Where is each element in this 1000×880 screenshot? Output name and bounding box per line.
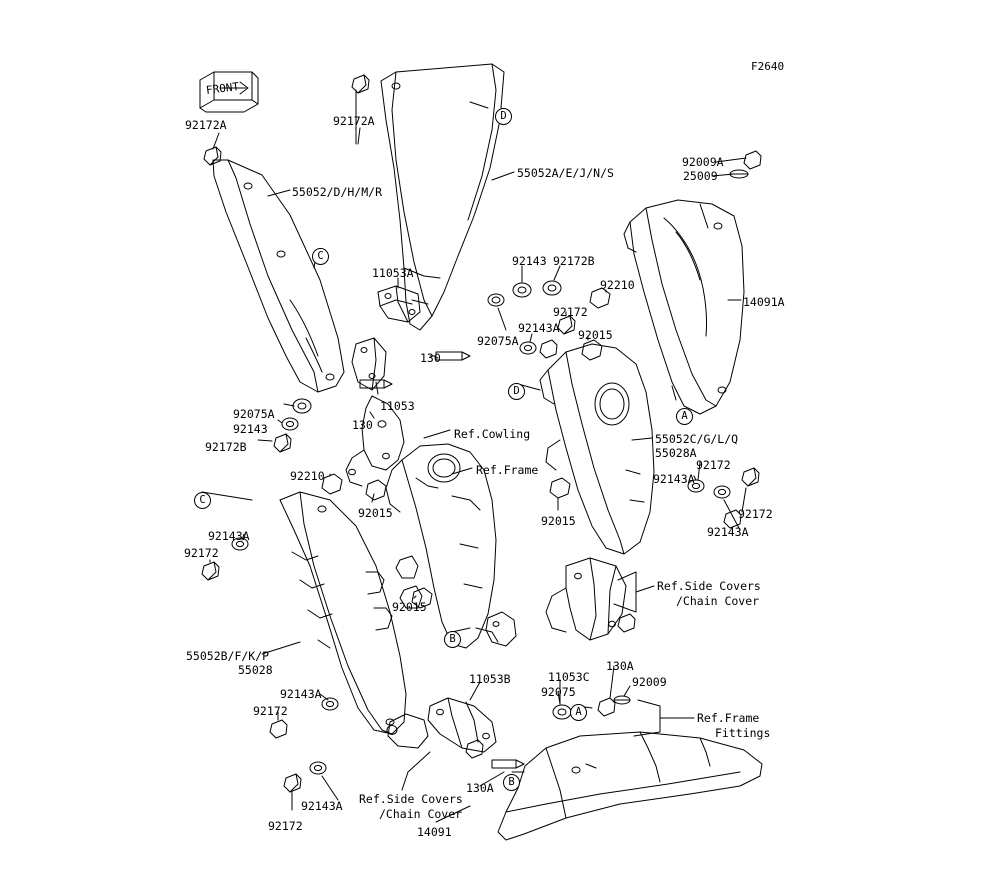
part-label-130-mid: 130 — [352, 418, 373, 432]
part-label-130a-right: 130A — [606, 659, 634, 673]
part-label-92015-lower: 92015 — [392, 600, 427, 614]
part-label-92143-left: 92143 — [233, 422, 268, 436]
part-label-55052b-fkp: 55052B/F/K/P — [186, 649, 270, 663]
ref-label-chain-cover-right: /Chain Cover — [676, 594, 760, 608]
part-label-92172-bottom2: 92172 — [268, 819, 303, 833]
part-label-55052-dhmr: 55052/D/H/M/R — [292, 185, 383, 199]
part-label-92143a-left2: 92143A — [208, 529, 250, 543]
part-label-92015-top: 92015 — [578, 328, 613, 342]
part-label-55052a-ejns: 55052A/E/J/N/S — [517, 166, 614, 180]
part-label-130a-bottom: 130A — [466, 781, 494, 795]
callout-a-right: A — [676, 408, 693, 425]
part-label-25009: 25009 — [683, 169, 718, 183]
callout-d-center: D — [508, 383, 525, 400]
callout-c-left: C — [194, 492, 211, 509]
part-label-92172b-top: 92172B — [553, 254, 595, 268]
part-label-92172-bottom: 92172 — [253, 704, 288, 718]
part-label-92143: 92143 — [512, 254, 547, 268]
ref-label-side-covers-right: Ref.Side Covers — [657, 579, 761, 593]
lower-cover-14091 — [498, 732, 762, 840]
part-label-92172-right: 92172 — [696, 458, 731, 472]
part-label-92075a-top: 92075A — [477, 334, 519, 348]
part-label-55028: 55028 — [238, 663, 273, 677]
part-label-92143a-bottom2: 92143A — [301, 799, 343, 813]
part-label-11053c: 11053C — [548, 670, 590, 684]
part-label-55028a: 55028A — [655, 446, 697, 460]
callout-b-bottom: B — [503, 774, 520, 791]
part-label-92143a-right2: 92143A — [707, 525, 749, 539]
part-label-92143a-right: 92143A — [653, 472, 695, 486]
bracket-11053b — [387, 698, 496, 752]
ref-label-frame-fittings: Ref.Frame — [697, 711, 760, 725]
ref-label-frame: Ref.Frame — [476, 463, 539, 477]
cowling-upper-middle-panel — [381, 64, 504, 330]
part-label-92015-center: 92015 — [541, 514, 576, 528]
part-label-92172-right2: 92172 — [738, 507, 773, 521]
part-label-55052c-glq: 55052C/G/L/Q — [655, 432, 739, 446]
part-label-92172a-left: 92172A — [185, 118, 227, 132]
part-label-92143a-top: 92143A — [518, 321, 560, 335]
ref-label-side-covers-bottom: Ref.Side Covers — [359, 792, 463, 806]
callout-c-upper: C — [312, 248, 329, 265]
sheet-code: F2640 — [751, 60, 785, 73]
part-label-92015-left: 92015 — [358, 506, 393, 520]
part-label-11053b: 11053B — [469, 672, 511, 686]
part-label-11053: 11053 — [380, 399, 415, 413]
part-label-92172-left2: 92172 — [184, 546, 219, 560]
part-label-14091a: 14091A — [743, 295, 785, 309]
callout-d-top: D — [495, 108, 512, 125]
bracket-11053c — [546, 558, 626, 640]
part-label-92143a-bottom: 92143A — [280, 687, 322, 701]
callout-a-bottom: A — [570, 704, 587, 721]
part-label-130-top: 130 — [420, 351, 441, 365]
ref-label-fittings: Fittings — [715, 726, 771, 740]
part-label-92009a: 92009A — [682, 155, 724, 169]
bracket-11053a — [378, 286, 420, 322]
part-label-14091: 14091 — [417, 825, 452, 839]
ref-label-chain-cover-bottom: /Chain Cover — [379, 807, 463, 821]
part-label-11053a: 11053A — [372, 266, 414, 280]
part-label-92210-top: 92210 — [600, 278, 635, 292]
part-label-92172b-left: 92172B — [205, 440, 247, 454]
callout-b-center: B — [444, 631, 461, 648]
part-label-92009: 92009 — [632, 675, 667, 689]
part-label-92172-mid: 92172 — [553, 305, 588, 319]
front-badge-label: FRONT — [205, 80, 240, 97]
part-label-92075: 92075 — [541, 685, 576, 699]
part-label-92172a-top: 92172A — [333, 114, 375, 128]
part-label-92075a-left: 92075A — [233, 407, 275, 421]
ref-label-cowling: Ref.Cowling — [454, 427, 531, 441]
part-label-92210-left: 92210 — [290, 469, 325, 483]
